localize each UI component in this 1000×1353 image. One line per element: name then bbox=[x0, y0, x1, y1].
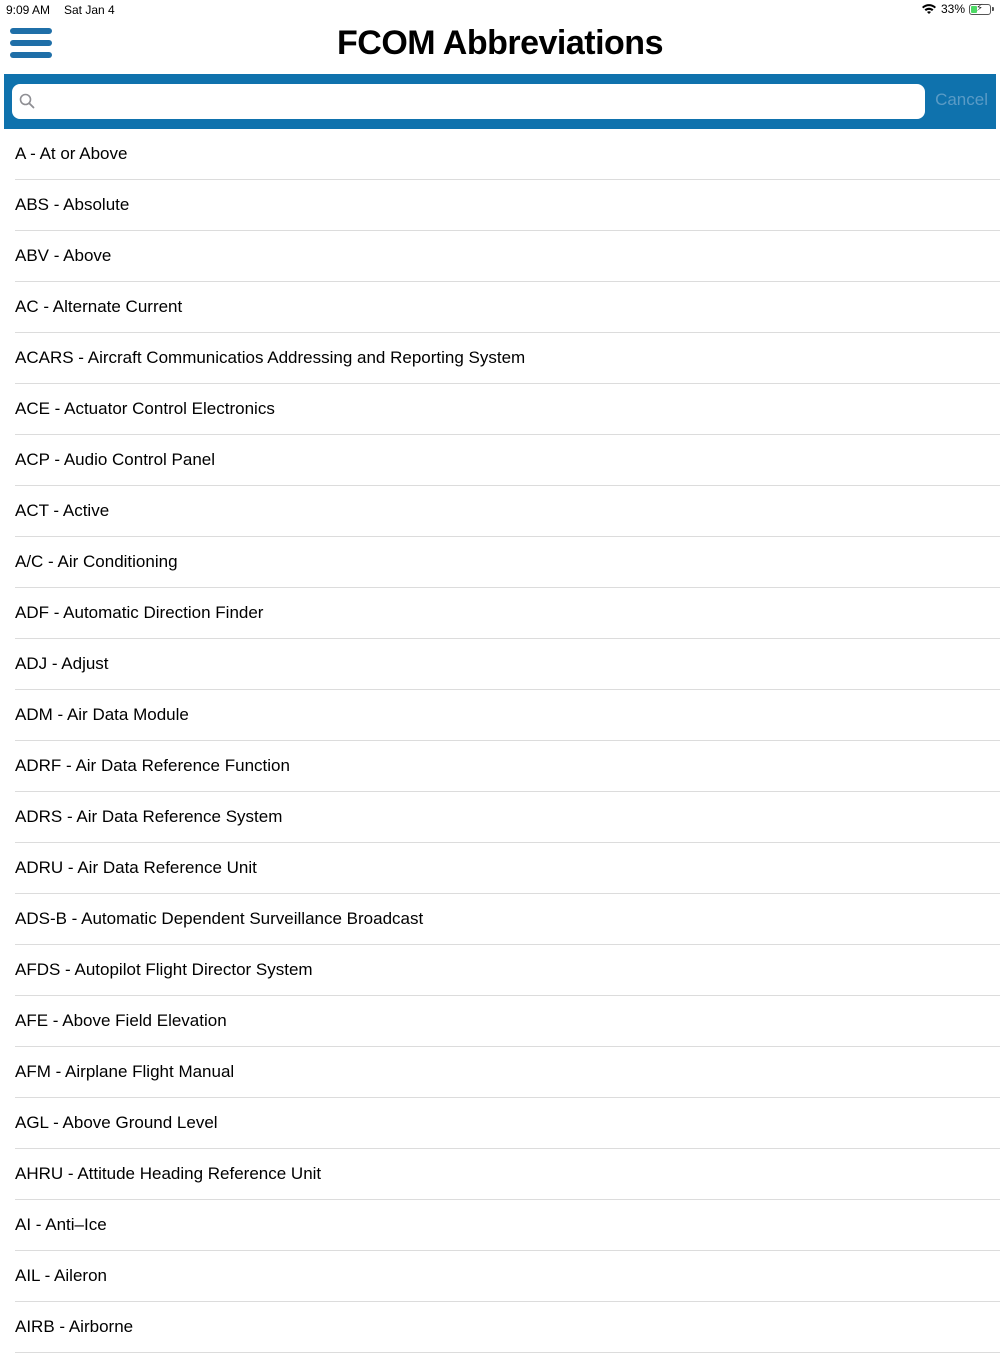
status-indicators bbox=[921, 2, 994, 16]
battery-percent: 33% bbox=[940, 2, 965, 16]
page-title: FCOM Abbreviations bbox=[337, 24, 663, 62]
search-field[interactable] bbox=[12, 84, 925, 119]
list-item[interactable]: AHRU - Attitude Heading Reference Unit bbox=[15, 1149, 1000, 1200]
list-item[interactable]: ADM - Air Data Module bbox=[15, 690, 1000, 741]
list-item[interactable]: AFE - Above Field Elevation bbox=[15, 996, 1000, 1047]
search-input[interactable] bbox=[44, 84, 918, 121]
cancel-button[interactable]: Cancel bbox=[935, 90, 988, 109]
status-bar bbox=[0, 0, 1000, 20]
list-item[interactable]: ACE - Actuator Control Electronics bbox=[15, 384, 1000, 435]
abbreviation-list bbox=[15, 129, 1000, 1353]
list-item[interactable]: AIRB - Airborne bbox=[15, 1302, 1000, 1353]
list-item[interactable]: AFM - Airplane Flight Manual bbox=[15, 1047, 1000, 1098]
list-item[interactable]: AGL - Above Ground Level bbox=[15, 1098, 1000, 1149]
nav-bar bbox=[0, 20, 1000, 74]
list-item[interactable]: A - At or Above bbox=[15, 129, 1000, 180]
list-item[interactable]: ACP - Audio Control Panel bbox=[15, 435, 1000, 486]
list-item[interactable]: ACARS - Aircraft Communicatios Addressing and Reporting System bbox=[15, 333, 1000, 384]
status-time: 9:09 AM bbox=[6, 3, 51, 17]
list-item[interactable]: AFDS - Autopilot Flight Director System bbox=[15, 945, 1000, 996]
list-item[interactable]: ADF - Automatic Direction Finder bbox=[15, 588, 1000, 639]
battery-tip bbox=[992, 7, 994, 11]
battery-icon: ⚡ bbox=[969, 4, 991, 15]
list-item[interactable]: ABS - Absolute bbox=[15, 180, 1000, 231]
list-item[interactable]: ADRU - Air Data Reference Unit bbox=[15, 843, 1000, 894]
list-item[interactable]: ADJ - Adjust bbox=[15, 639, 1000, 690]
list-item[interactable]: ADRS - Air Data Reference System bbox=[15, 792, 1000, 843]
list-item[interactable]: ADRF - Air Data Reference Function bbox=[15, 741, 1000, 792]
list-item[interactable]: AIL - Aileron bbox=[15, 1251, 1000, 1302]
list-item[interactable]: ABV - Above bbox=[15, 231, 1000, 282]
list-item[interactable]: ACT - Active bbox=[15, 486, 1000, 537]
list-item[interactable]: A/C - Air Conditioning bbox=[15, 537, 1000, 588]
search-icon bbox=[19, 93, 35, 109]
status-date: Sat Jan 4 bbox=[64, 3, 115, 17]
list-item[interactable]: AI - Anti–Ice bbox=[15, 1200, 1000, 1251]
search-bar bbox=[4, 74, 996, 129]
list-item[interactable]: AC - Alternate Current bbox=[15, 282, 1000, 333]
list-item[interactable]: ADS-B - Automatic Dependent Surveillance Broadcast bbox=[15, 894, 1000, 945]
wifi-icon bbox=[921, 3, 937, 15]
